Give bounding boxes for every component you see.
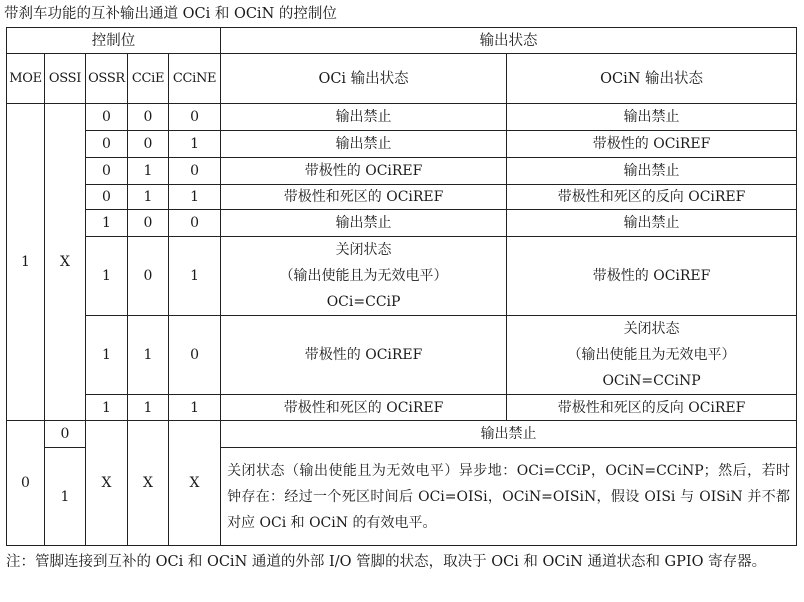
oci-state-cell: 带极性和死区的 OCiREF	[221, 185, 507, 210]
ccine-cell: 0	[169, 210, 221, 237]
col-header-ocin-state: OCiN 输出状态	[507, 54, 797, 104]
table-row	[7, 395, 797, 421]
moe-value: 0	[7, 421, 45, 546]
oci-state-cell: 带极性的 OCiREF	[221, 158, 507, 185]
ossr-cell: 1	[86, 237, 128, 316]
table-caption: 带刹车功能的互补输出通道 OCi 和 OCiN 的控制位	[4, 6, 337, 22]
col-header-oci-state: OCi 输出状态	[221, 54, 507, 104]
ccie-cell: X	[128, 421, 169, 546]
footnote: 注：管脚连接到互补的 OCi 和 OCiN 通道的外部 I/O 管脚的状态，取决于 OCi 和 OCiN 通道状态和 GPIO 寄存器。	[6, 554, 767, 570]
ossr-cell: 1	[86, 316, 128, 395]
table-row	[7, 421, 797, 448]
ossr-cell: 0	[86, 158, 128, 185]
ccine-cell: 1	[169, 395, 221, 421]
oci-state-line: 关闭状态	[335, 242, 392, 258]
output-disabled-cell: 输出禁止	[221, 421, 797, 448]
oci-state-cell: 输出禁止	[221, 210, 507, 237]
ocin-state-cell: 带极性和死区的反向 OCiREF	[507, 185, 797, 210]
ocin-state-line: （输出使能且为无效电平）	[567, 347, 736, 363]
ccie-cell: 0	[128, 104, 169, 131]
table-row	[7, 104, 797, 131]
header-row-2	[7, 54, 797, 104]
ossr-cell: 1	[86, 210, 128, 237]
control-bits-table	[6, 27, 797, 546]
ossi-value: 0	[45, 421, 86, 448]
ccie-cell: 1	[128, 316, 169, 395]
ocin-state-cell: 带极性的 OCiREF	[507, 131, 797, 158]
ocin-state-line: OCiN=CCiNP	[602, 373, 701, 389]
ocin-state-cell: 带极性和死区的反向 OCiREF	[507, 395, 797, 421]
table-row	[7, 316, 797, 395]
ossr-cell: 0	[86, 131, 128, 158]
moe-value: 1	[7, 104, 45, 421]
ccie-cell: 0	[128, 237, 169, 316]
table-row	[7, 185, 797, 210]
oci-state-cell: 输出禁止	[221, 131, 507, 158]
control-bits-header: 控制位	[7, 28, 221, 54]
ccie-cell: 1	[128, 158, 169, 185]
ccine-cell: 1	[169, 131, 221, 158]
col-header-ossr: OSSR	[86, 54, 128, 104]
oci-state-cell: 输出禁止	[221, 104, 507, 131]
header-row-1	[7, 28, 797, 54]
ccine-cell: 1	[169, 185, 221, 210]
col-header-moe: MOE	[7, 54, 45, 104]
ossr-cell: 1	[86, 395, 128, 421]
ccie-cell: 0	[128, 131, 169, 158]
ccine-cell: 0	[169, 104, 221, 131]
ccine-cell: 0	[169, 158, 221, 185]
off-state-description: 关闭状态（输出使能且为无效电平）异步地：OCi=CCiP，OCiN=CCiNP；然后，若时钟存在：经过一个死区时间后 OCi=OISi，OCiN=OISiN，假设 OISi 与 OISiN 并不都对应 OCi 和 OCiN 的有效电平。	[221, 448, 797, 546]
ossr-cell: X	[86, 421, 128, 546]
table-row	[7, 210, 797, 237]
table-row	[7, 158, 797, 185]
ccie-cell: 1	[128, 185, 169, 210]
ccie-cell: 0	[128, 210, 169, 237]
ccine-cell: 1	[169, 237, 221, 316]
col-header-ossi: OSSI	[45, 54, 86, 104]
ossr-cell: 0	[86, 104, 128, 131]
ocin-state-cell	[507, 316, 797, 395]
oci-state-cell: 带极性的 OCiREF	[221, 316, 507, 395]
col-header-ccie: CCiE	[128, 54, 169, 104]
table-row	[7, 131, 797, 158]
ossr-cell: 0	[86, 185, 128, 210]
oci-state-line: OCi=CCiP	[326, 294, 401, 310]
col-header-ccine: CCiNE	[169, 54, 221, 104]
ossi-value: 1	[45, 448, 86, 546]
oci-state-line: （输出使能且为无效电平）	[279, 268, 448, 284]
oci-state-cell	[221, 237, 507, 316]
ocin-state-line: 关闭状态	[623, 321, 680, 337]
ccine-cell: 0	[169, 316, 221, 395]
ocin-state-cell: 输出禁止	[507, 210, 797, 237]
ossi-value: X	[45, 104, 86, 421]
ocin-state-cell: 输出禁止	[507, 104, 797, 131]
ccie-cell: 1	[128, 395, 169, 421]
ocin-state-cell: 带极性的 OCiREF	[507, 237, 797, 316]
oci-state-cell: 带极性和死区的 OCiREF	[221, 395, 507, 421]
output-state-header: 输出状态	[221, 28, 797, 54]
ccine-cell: X	[169, 421, 221, 546]
ocin-state-cell: 输出禁止	[507, 158, 797, 185]
table-row	[7, 237, 797, 316]
